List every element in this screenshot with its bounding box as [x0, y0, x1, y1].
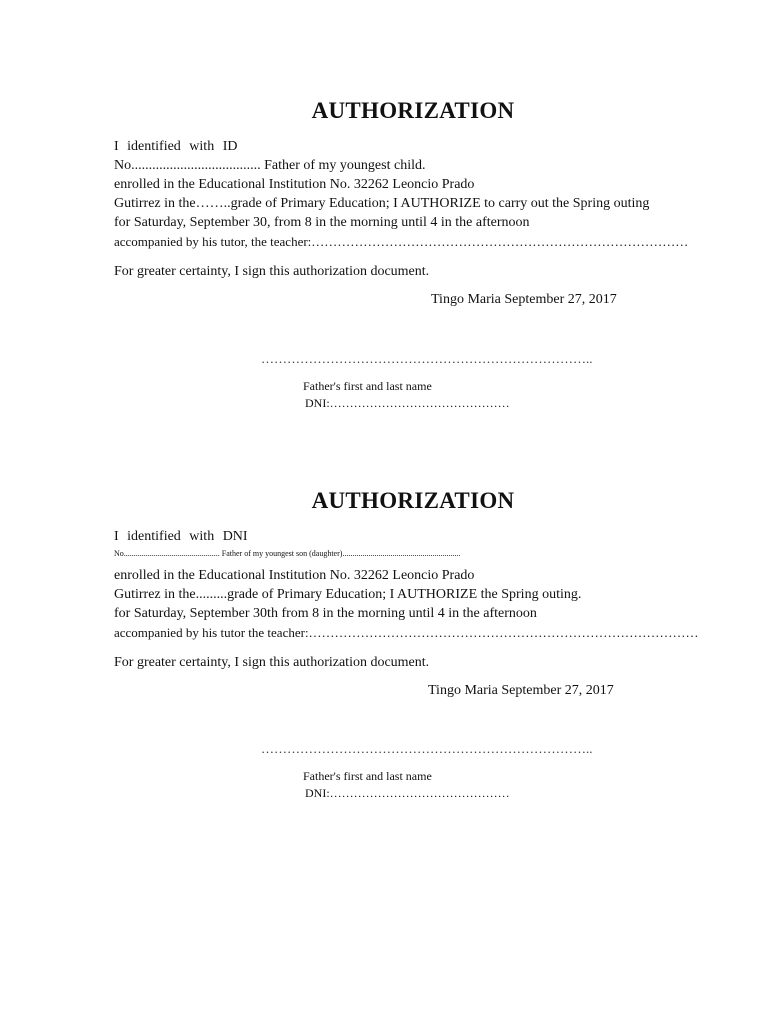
- father-name-label: Father's first and last name: [303, 379, 432, 393]
- tutor-line: accompanied by his tutor, the teacher:……………………………………………………………………………: [114, 234, 689, 249]
- authorize-line: Gutirrez in the.........grade of Primary Education; I AUTHORIZE the Spring outing.: [114, 587, 582, 602]
- father-name-label: Father's first and last name: [303, 769, 432, 783]
- schedule-line: for Saturday, September 30, from 8 in the morning until 4 in the afternoon: [114, 215, 530, 230]
- dni-label: DNI:………………………………………: [305, 396, 510, 410]
- form-title: AUTHORIZATION: [311, 488, 515, 513]
- certainty-line: For greater certainty, I sign this authorization document.: [114, 264, 430, 279]
- schedule-line: for Saturday, September 30th from 8 in the morning until 4 in the afternoon: [114, 606, 537, 621]
- certainty-line: For greater certainty, I sign this authorization document.: [114, 655, 430, 670]
- signature-line: …………………………………………………………………..: [261, 351, 593, 366]
- place-date: Tingo Maria September 27, 2017: [428, 683, 614, 698]
- identification-line: I identified with DNI: [114, 529, 248, 544]
- identification-line: I identified with ID: [114, 139, 238, 154]
- signature-line: …………………………………………………………………..: [261, 741, 593, 756]
- institution-line: enrolled in the Educational Institution No. 32262 Leoncio Prado: [114, 177, 475, 192]
- place-date: Tingo Maria September 27, 2017: [431, 292, 617, 307]
- form-title: AUTHORIZATION: [311, 98, 515, 123]
- id-number-line: No..................................... Father of my youngest child.: [114, 158, 426, 173]
- authorize-line: Gutirrez in the……..grade of Primary Education; I AUTHORIZE to carry out the Spring outing: [114, 196, 650, 211]
- institution-line: enrolled in the Educational Institution No. 32262 Leoncio Prado: [114, 568, 475, 583]
- id-number-line: No................................................ Father of my youngest son (daughter)...........................................................: [114, 549, 461, 558]
- dni-label: DNI:………………………………………: [305, 786, 510, 800]
- tutor-line: accompanied by his tutor the teacher:………………………………………………………………………………: [114, 625, 699, 640]
